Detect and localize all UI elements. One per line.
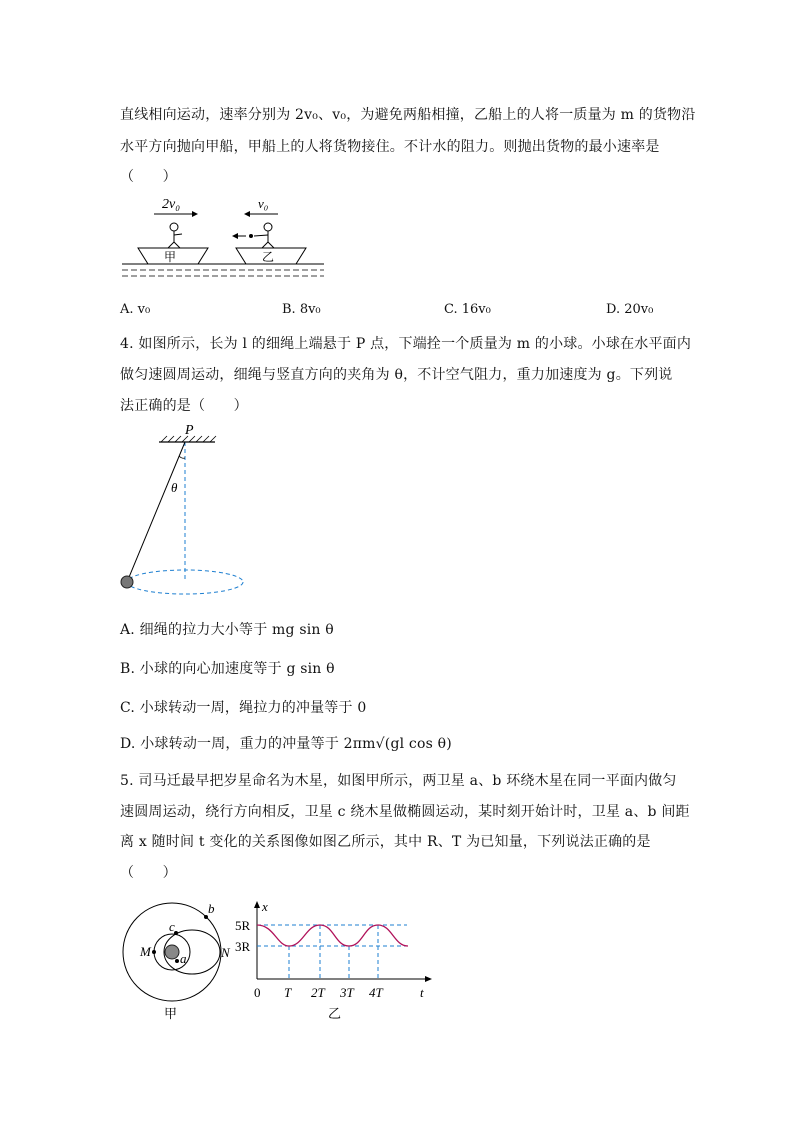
x-tick-t: T xyxy=(284,985,292,1000)
q4-option-d: D. 小球转动一周，重力的冲量等于 2πm√(gl cos θ) xyxy=(120,736,452,752)
point-m-label: M xyxy=(140,944,151,959)
q3-option-b: B. 8v₀ xyxy=(282,302,321,317)
q3-line-2: 水平方向抛向甲船，甲船上的人将货物接住。不计水的阻力。则抛出货物的最小速率是 xyxy=(120,139,660,155)
boat-right-label: 乙 xyxy=(262,250,275,264)
q3-option-c: C. 16v₀ xyxy=(444,302,491,317)
figure-yi-caption: 乙 xyxy=(328,1006,342,1021)
q5-line-3: 离 x 随时间 t 变化的关系图像如图乙所示，其中 R、T 为已知量，下列说法正确的是 xyxy=(120,834,651,850)
point-n-label: N xyxy=(221,945,230,960)
orbit-figure xyxy=(118,900,238,1025)
x-tick-2t: 2T xyxy=(311,985,325,1000)
q4-line-1: 4. 如图所示，长为 l 的细绳上端悬于 P 点，下端拴一个质量为 m 的小球。小球在水平面内 xyxy=(120,336,692,352)
x-tick-0: 0 xyxy=(254,985,261,1000)
x-axis-label: t xyxy=(420,985,424,1000)
pivot-label: P xyxy=(185,423,194,438)
q3-option-d: D. 20v₀ xyxy=(606,302,654,317)
boat-left-label: 甲 xyxy=(164,250,177,264)
q3-option-a: A. v₀ xyxy=(120,302,151,317)
satellite-a-label: a xyxy=(180,951,187,966)
q4-option-a: A. 细绳的拉力大小等于 mg sin θ xyxy=(120,622,334,638)
q5-line-2: 速圆周运动，绕行方向相反，卫星 c 绕木星做椭圆运动，某时刻开始计时，卫星 a、b 间距 xyxy=(120,804,690,820)
q4-line-2: 做匀速圆周运动，细绳与竖直方向的夹角为 θ，不计空气阻力，重力加速度为 g。下列说 xyxy=(120,367,673,383)
satellite-b-label: b xyxy=(208,901,215,916)
boat-right-velocity-label: v₀ xyxy=(258,196,269,211)
x-tick-3t: 3T xyxy=(340,985,354,1000)
q4-option-c: C. 小球转动一周，绳拉力的冲量等于 0 xyxy=(120,700,367,716)
satellite-c-label: c xyxy=(169,919,175,934)
angle-label: θ xyxy=(171,480,178,495)
y-tick-5r: 5R xyxy=(235,918,251,933)
pendulum-figure xyxy=(115,422,255,602)
q5-line-1: 5. 司马迁最早把岁星命名为木星，如图甲所示，两卫星 a、b 环绕木星在同一平面内做匀 xyxy=(120,773,677,789)
boats-figure xyxy=(118,190,328,282)
x-tick-4t: 4T xyxy=(369,985,383,1000)
boat-left-velocity-label: 2v₀ xyxy=(162,197,181,212)
q3-line-1: 直线相向运动，速率分别为 2v₀、v₀，为避免两船相撞，乙船上的人将一质量为 m 的货物沿 xyxy=(120,107,696,123)
distance-time-graph xyxy=(232,893,437,1028)
y-tick-3r: 3R xyxy=(235,939,251,954)
y-axis-label: x xyxy=(262,899,268,914)
figure-jia-caption: 甲 xyxy=(164,1006,178,1021)
q4-line-3: 法正确的是（ ） xyxy=(120,398,248,414)
q5-answer-paren: （ ） xyxy=(120,865,177,881)
q3-answer-paren: （ ） xyxy=(120,169,177,185)
q4-option-b: B. 小球的向心加速度等于 g sin θ xyxy=(120,661,335,677)
